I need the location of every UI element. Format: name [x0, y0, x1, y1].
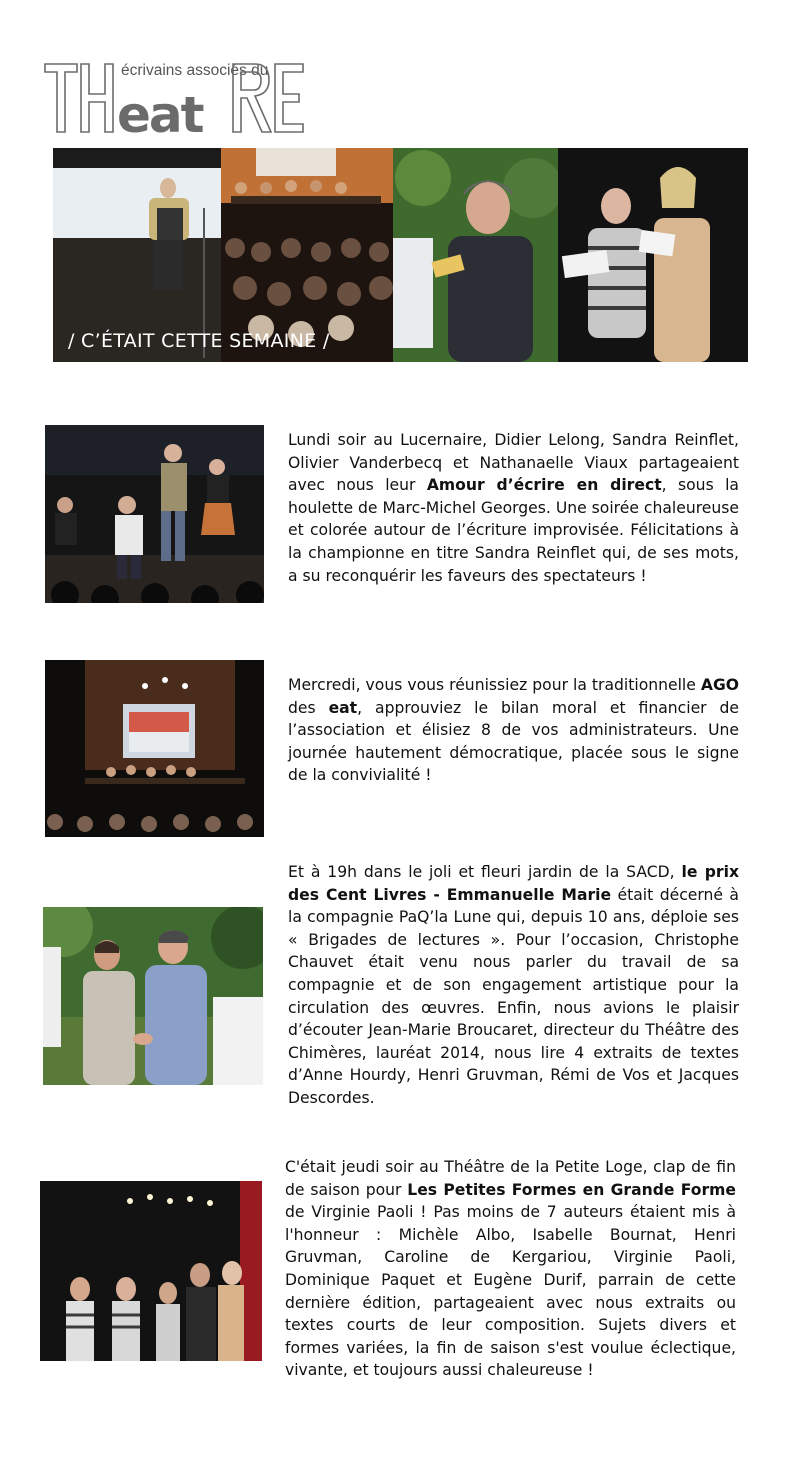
article-2-text-c: , approuviez le bilan moral et financier de l’association et élisiez 8 de vos administrateurs. Une journée hautement démocratique, placée sous le signe de la convivialité !: [288, 698, 739, 785]
article-1-highlight: Amour d’écrire en direct: [426, 476, 662, 495]
article-4-text: [285, 1156, 736, 1382]
article-2-text-a: Mercredi, vous vous réunissiez pour la traditionnelle: [288, 676, 701, 694]
article-3-photo: [43, 907, 263, 1085]
banner-caption: / C’ÉTAIT CETTE SEMAINE /: [68, 330, 330, 352]
article-4-highlight: Les Petites Formes en Grande Forme: [407, 1180, 736, 1199]
theatre-logo-graphic: [43, 58, 305, 138]
article-1-text-a: Lundi soir au Lucernaire, Didier Lelong, Sandra Reinflet, Olivier Vanderbecq et Nathanaelle Viaux partageaient avec nous leur: [288, 431, 739, 495]
article-1-text: [288, 429, 739, 587]
article-1-photo: [45, 425, 264, 603]
logo-eat: eat: [117, 86, 203, 138]
article-2-text-b: des: [288, 698, 329, 717]
article-4-text-b: de Virginie Paoli ! Pas moins de 7 auteurs étaient mis à l'honneur : Michèle Albo, Isabelle Bournat, Henri Gruvman, Caroline de Kergariou, Virginie Paoli, Dominique Paquet et Eugène Durif, parrain de cette dernière édition, partageaient avec nous extraits ou textes courts de leur composition. Sujets divers et formes variées, la fin de saison s'est voulue éclectique, vivante, et toujours aussi chaleureuse !: [285, 1203, 736, 1380]
article-3-text-a: Et à 19h dans le joli et fleuri jardin de la SACD,: [288, 863, 682, 881]
article-1-text-b: , sous la houlette de Marc-Michel Georges. Une soirée chaleureuse et colorée autour de l’écriture improvisée. Félicitations à la championne en titre Sandra Reinflet qui, de ses mots, a su reconquérir les faveurs des spectateurs !: [288, 476, 739, 585]
banner-photo-garden-reader: [393, 148, 558, 362]
article-3-text-b: était décerné à la compagnie PaQ’la Lune qui, depuis 10 ans, déploie ses « Brigades de lectures ». Pour l’occasion, Christophe Chauvet était venu nous parler du travail de sa compagnie et de son engagement artistique pour la circulation des œuvres. Enfin, nous avions le plaisir d’écouter Jean-Marie Broucaret, directeur du Théâtre des Chimères, lauréat 2014, nous lire 4 extraits de textes d’Anne Hourdy, Henri Gruvman, Rémi de Vos et Jacques Descordes.: [288, 885, 739, 1107]
article-4-text-a: C'était jeudi soir au Théâtre de la Petite Loge, clap de fin de saison pour: [285, 1158, 736, 1199]
article-2-highlight-eat: eat: [328, 698, 358, 717]
article-2-photo: [45, 660, 264, 837]
article-3-text: [288, 861, 739, 1110]
logo-subtitle: écrivains associés du: [121, 62, 269, 79]
article-2-text: [288, 674, 739, 787]
article-2-highlight-ago: AGO: [700, 676, 739, 694]
article-3-highlight: le prix des Cent Livres - Emmanuelle Marie: [288, 863, 740, 904]
article-4-photo: [40, 1181, 262, 1361]
logo: [43, 58, 305, 138]
banner-photo-two-readers: [558, 148, 748, 362]
